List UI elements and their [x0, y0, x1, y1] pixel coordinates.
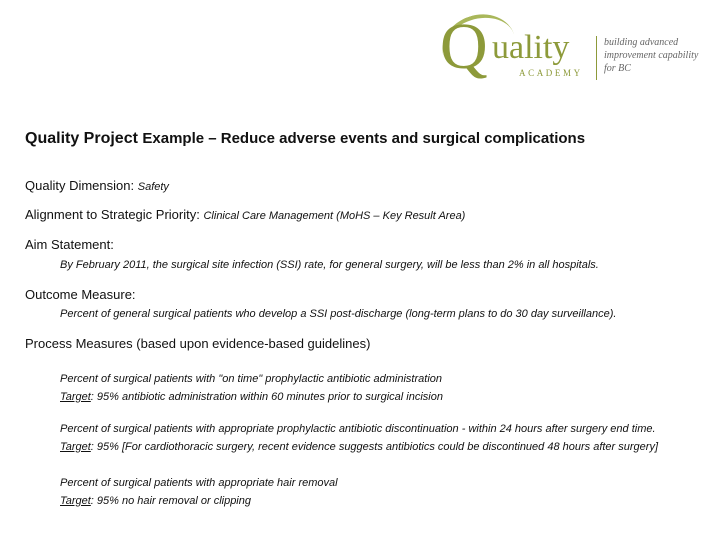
- aim-statement-text: By February 2011, the surgical site infection (SSI) rate, for general surgery, will be less than 2% in all hospitals.: [60, 259, 599, 271]
- strategic-alignment-value: Clinical Care Management (MoHS – Key Result Area): [203, 210, 466, 222]
- strategic-alignment-label: Alignment to Strategic Priority:: [25, 207, 200, 222]
- tagline-line-2: improvement capability: [604, 50, 699, 61]
- process-measure-target: [60, 492, 338, 510]
- logo-academy-text: ACADEMY: [519, 68, 583, 78]
- logo-q-letter: Q: [440, 10, 488, 83]
- logo-tagline: [604, 36, 712, 75]
- target-label: Target: [60, 441, 91, 453]
- target-text: : 95% antibiotic administration within 60 minutes prior to surgical incision: [90, 391, 443, 403]
- process-measure-item: [60, 474, 338, 510]
- target-label: Target: [60, 391, 91, 403]
- process-measure-target: [60, 438, 658, 456]
- aim-statement-label: Aim Statement:: [25, 237, 114, 252]
- outcome-measure-text: Percent of general surgical patients who develop a SSI post-discharge (long-term plans to do 30 day surveillance).: [60, 308, 617, 320]
- process-measure-item: [60, 420, 658, 456]
- process-measure-item: [60, 370, 443, 406]
- process-measure-text: Percent of surgical patients with "on time" prophylactic antibiotic administration: [60, 373, 442, 385]
- outcome-measure-label: Outcome Measure:: [25, 287, 136, 302]
- target-text: : 95% [For cardiothoracic surgery, recent evidence suggests antibiotics could be discontinued 48 hours after surgery]: [90, 441, 659, 453]
- quality-dimension-value: Safety: [137, 181, 169, 193]
- tagline-line-1: building advanced: [604, 37, 679, 48]
- logo-divider: [596, 36, 597, 80]
- quality-academy-logo: [440, 10, 710, 84]
- process-measure-text: Percent of surgical patients with appropriate hair removal: [60, 477, 338, 489]
- title-prefix: Quality Project: [25, 130, 138, 147]
- logo-wordmark: uality: [492, 29, 570, 66]
- strategic-alignment: [25, 207, 465, 224]
- quality-dimension-label: Quality Dimension:: [25, 178, 135, 193]
- tagline-line-3: for BC: [604, 63, 631, 74]
- title-rest: Example – Reduce adverse events and surgical complications: [142, 130, 586, 147]
- process-measure-text: Percent of surgical patients with appropriate prophylactic antibiotic discontinuation - within 24 hours after surgery end time.: [60, 423, 656, 435]
- process-measures-label: Process Measures (based upon evidence-based guidelines): [25, 336, 371, 351]
- target-label: Target: [60, 495, 91, 507]
- target-text: : 95% no hair removal or clipping: [90, 495, 251, 507]
- process-measure-target: [60, 388, 443, 406]
- quality-dimension: [25, 178, 169, 195]
- page-title: [25, 130, 585, 148]
